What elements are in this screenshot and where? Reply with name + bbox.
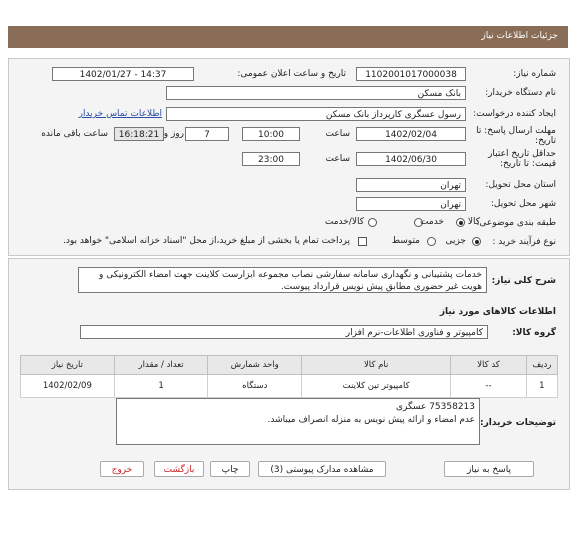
contact-info-link[interactable]: اطلاعات تماس خریدار — [78, 109, 162, 119]
days-word: روز و — [163, 129, 184, 139]
exit-button[interactable]: خروج — [100, 461, 144, 477]
creator-label: ایجاد کننده درخواست: — [473, 109, 556, 119]
city-field: تهران — [356, 197, 466, 211]
category-goods-service-radio[interactable] — [368, 218, 377, 227]
need-number-field: 1102001017000038 — [356, 67, 466, 81]
buyer-notes-label: توضیحات خریدار: — [480, 418, 556, 428]
cell-name: کامپیوتر تین کلاینت — [302, 375, 451, 398]
announce-field: 1402/01/27 - 14:37 — [52, 67, 194, 81]
summary-label: شرح کلی نیاز: — [491, 276, 556, 286]
process-label: نوع فرآیند خرید : — [492, 237, 556, 247]
category-service-label: خدمت — [420, 217, 444, 227]
deadline-time-field: 10:00 — [242, 127, 300, 141]
page-title: جزئیات اطلاعات نیاز — [481, 31, 558, 41]
remaining-time-field: 16:18:21 — [114, 127, 164, 141]
goods-table-header — [21, 356, 558, 375]
province-label: استان محل تحویل: — [485, 180, 556, 190]
process-medium-label: متوسط — [391, 236, 420, 246]
announce-label: تاریخ و ساعت اعلان عمومی: — [237, 69, 346, 79]
deadline-label: مهلت ارسال پاسخ: تا تاریخ: — [476, 126, 556, 146]
col-row: ردیف — [526, 356, 557, 375]
need-number-label: شماره نیاز: — [513, 69, 556, 79]
col-code: کد کالا — [451, 356, 527, 375]
city-label: شهر محل تحویل: — [490, 199, 556, 209]
buyer-notes-field — [116, 398, 480, 445]
buyer-notes-line2: عدم امضاء و ارائه پیش نویس به منزله انصراف میباشد. — [267, 415, 475, 425]
remaining-label: ساعت باقی مانده — [41, 129, 108, 139]
process-medium-radio[interactable] — [427, 237, 436, 246]
creator-field: رسول عسگری کارپرداز بانک مسکن — [166, 107, 466, 121]
cell-date: 1402/02/09 — [21, 375, 115, 398]
col-name: نام کالا — [302, 356, 451, 375]
goods-table — [20, 355, 558, 398]
goods-group-label: گروه کالا: — [512, 328, 556, 338]
goods-section-title: اطلاعات کالاهای مورد نیاز — [439, 307, 556, 317]
col-date: تاریخ نیاز — [21, 356, 115, 375]
deadline-time-label: ساعت — [325, 129, 350, 139]
print-button[interactable]: چاپ — [210, 461, 250, 477]
category-goods-label: کالا — [467, 217, 480, 227]
treasury-payment-label: پرداخت تمام یا بخشی از مبلغ خرید،از محل "اسناد خزانه اسلامی" خواهد بود. — [62, 236, 350, 246]
remaining-days-field: 7 — [185, 127, 229, 141]
cell-code: -- — [451, 375, 527, 398]
cell-unit: دستگاه — [208, 375, 302, 398]
buyer-notes-line1: 75358213 عسگری — [395, 402, 475, 412]
category-goods-service-label: کالا/خدمت — [324, 217, 364, 227]
buyer-org-label: نام دستگاه خریدار: — [485, 88, 556, 98]
goods-group-field: کامپیوتر و فناوری اطلاعات-نرم افزار — [80, 325, 488, 339]
validity-time-label: ساعت — [325, 154, 350, 164]
reply-button[interactable]: پاسخ به نیاز — [444, 461, 534, 477]
table-row[interactable] — [21, 375, 558, 398]
treasury-payment-checkbox[interactable] — [358, 237, 367, 246]
col-qty: تعداد / مقدار — [114, 356, 208, 375]
summary-field: خدمات پشتیبانی و نگهداری سامانه سفارشی نصاب مجموعه ابزارست کلاینت جهت امضاء الکترونیکی و هویت غیر حضوری مطابق پیش نویس قرارداد پیوست. — [78, 267, 487, 293]
process-minor-label: جزیی — [445, 236, 466, 246]
category-goods-radio[interactable] — [456, 218, 465, 227]
validity-date-field: 1402/06/30 — [356, 152, 466, 166]
validity-time-field: 23:00 — [242, 152, 300, 166]
deadline-date-field: 1402/02/04 — [356, 127, 466, 141]
validity-label: حداقل تاریخ اعتبار قیمت: تا تاریخ: — [488, 149, 556, 169]
page-header — [8, 26, 568, 48]
province-field: تهران — [356, 178, 466, 192]
process-minor-radio[interactable] — [472, 237, 481, 246]
view-attachments-button[interactable]: مشاهده مدارک پیوستی (3) — [258, 461, 386, 477]
cell-qty: 1 — [114, 375, 208, 398]
cell-row: 1 — [526, 375, 557, 398]
back-button[interactable]: بازگشت — [154, 461, 204, 477]
col-unit: واحد شمارش — [208, 356, 302, 375]
buyer-org-field: بانک مسکن — [166, 86, 466, 100]
category-label: طبقه بندی موضوعی: — [476, 218, 556, 228]
